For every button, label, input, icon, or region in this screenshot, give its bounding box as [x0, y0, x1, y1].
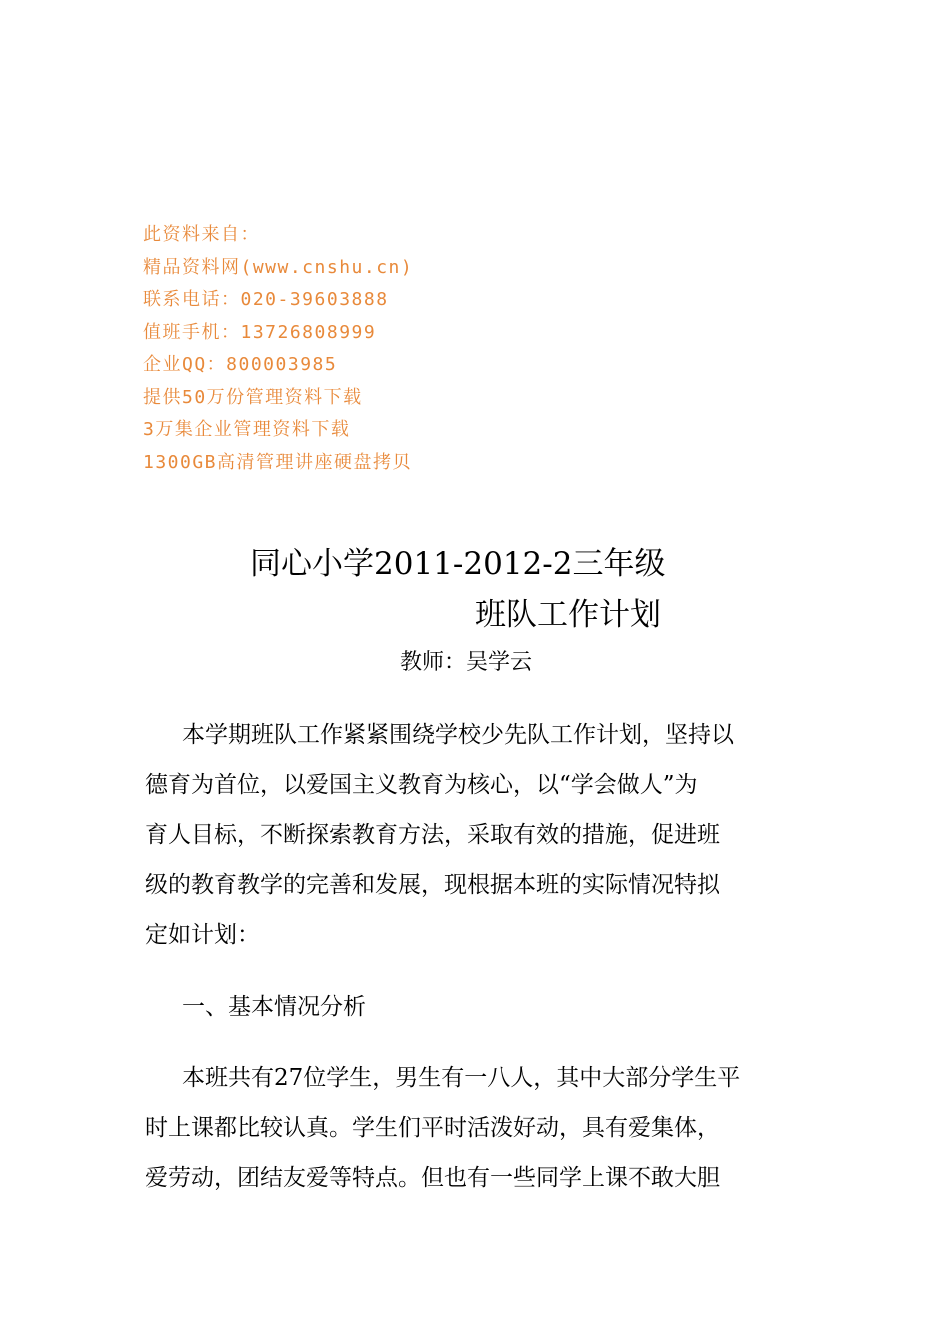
paragraph-line: 定如计划： — [145, 922, 260, 948]
paragraph-line: 本学期班队工作紧紧围绕学校少先队工作计划，坚持以 — [182, 722, 734, 748]
paragraph-line: 爱劳动，团结友爱等特点。但也有一些同学上课不敢大胆 — [145, 1165, 720, 1191]
intro-paragraph — [145, 710, 810, 960]
source-qq-line: 企业QQ：800003985 — [143, 354, 338, 375]
paragraph-line: 级的教育教学的完善和发展，现根据本班的实际情况特拟 — [145, 872, 720, 898]
paragraph-line: 德育为首位，以爱国主义教育为核心，以“学会做人”为 — [145, 772, 698, 798]
document-title: 同心小学2011-2012-2三年级 — [250, 546, 666, 582]
teacher-name: 教师：吴学云 — [400, 650, 533, 675]
source-line: 此资料来自： — [143, 224, 260, 245]
source-mobile-line: 值班手机：13726808999 — [143, 321, 377, 343]
document-subtitle: 班队工作计划 — [475, 597, 661, 633]
source-website-line: 精品资料网(www.cnshu.cn) — [143, 256, 414, 278]
source-phone-line: 联系电话：020-39603888 — [143, 289, 389, 310]
source-offer-line: 3万集企业管理资料下载 — [143, 419, 351, 440]
source-info-block — [143, 219, 663, 479]
source-offer-line: 提供50万份管理资料下载 — [143, 386, 363, 408]
section-heading: 一、基本情况分析 — [182, 994, 366, 1020]
paragraph-line: 本班共有27位学生，男生有一八人，其中大部分学生平 — [182, 1065, 741, 1091]
section-paragraph — [145, 1053, 810, 1203]
source-offer-line: 1300GB高清管理讲座硬盘拷贝 — [143, 451, 413, 473]
paragraph-line: 时上课都比较认真。学生们平时活泼好动，具有爱集体， — [145, 1115, 720, 1141]
paragraph-line: 育人目标，不断探索教育方法，采取有效的措施，促进班 — [145, 822, 720, 848]
